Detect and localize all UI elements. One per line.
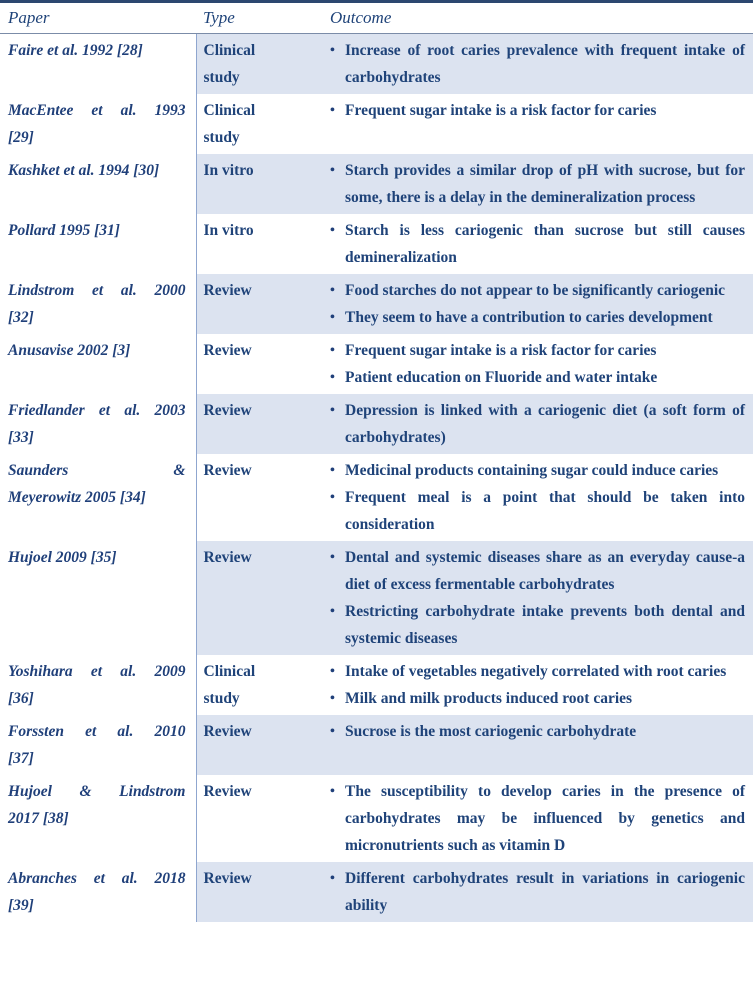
outcome-bullet-list (330, 217, 745, 271)
outcome-text: Dental and systemic diseases share as an everyday cause-a diet of excess fermentable carbohydrates (345, 549, 745, 593)
paper-line: Lindstrom et al. 2000 (8, 282, 186, 299)
paper-line: [36] (8, 690, 34, 707)
type-line: Review (203, 549, 252, 566)
table-row (0, 454, 753, 541)
cell-type (196, 541, 322, 655)
type-line: study (203, 690, 240, 707)
outcome-bullet-list (330, 778, 745, 859)
cell-outcome (322, 775, 753, 862)
bullet-icon: • (330, 283, 335, 298)
cell-type (196, 862, 322, 922)
outcome-text: Restricting carbohydrate intake prevents both dental and systemic diseases (345, 603, 745, 647)
bullet-icon: • (330, 724, 335, 739)
type-line: Clinical (203, 663, 256, 680)
cell-outcome (322, 154, 753, 214)
outcome-text: Medicinal products containing sugar could induce caries (345, 462, 719, 479)
type-line: Review (203, 402, 252, 419)
type-line: Clinical (203, 42, 256, 59)
bullet-icon: • (330, 784, 335, 799)
outcome-text: Sucrose is the most cariogenic carbohydrate (345, 723, 637, 740)
paper-line: Abranches et al. 2018 (8, 870, 186, 887)
bullet-icon: • (330, 343, 335, 358)
type-line: study (203, 129, 240, 146)
type-line: Review (203, 783, 252, 800)
cell-paper (0, 655, 196, 715)
bullet-icon: • (330, 664, 335, 679)
outcome-text: They seem to have a contribution to caries development (345, 309, 713, 326)
outcome-bullet-list (330, 658, 745, 712)
column-header-type: Type (196, 2, 322, 34)
cell-type (196, 655, 322, 715)
outcome-bullet-item (330, 865, 745, 919)
paper-line: Friedlander et al. 2003 (8, 402, 186, 419)
outcome-bullet-list (330, 37, 745, 91)
outcome-bullet-list (330, 97, 745, 124)
paper-line: Kashket et al. 1994 [30] (8, 162, 160, 179)
cell-outcome (322, 214, 753, 274)
outcome-bullet-item (330, 277, 745, 304)
table-row (0, 334, 753, 394)
cell-outcome (322, 862, 753, 922)
paper-line: [37] (8, 750, 34, 767)
cell-paper (0, 154, 196, 214)
paper-line: Meyerowitz 2005 [34] (8, 489, 146, 506)
cell-outcome (322, 394, 753, 454)
outcome-text: Frequent sugar intake is a risk factor for caries (345, 342, 657, 359)
cell-paper (0, 394, 196, 454)
table-row (0, 394, 753, 454)
cell-type (196, 154, 322, 214)
paper-line: Pollard 1995 [31] (8, 222, 120, 239)
outcome-bullet-list (330, 718, 745, 745)
outcome-bullet-item (330, 364, 745, 391)
outcome-text: Depression is linked with a cariogenic diet (a soft form of carbohydrates) (345, 402, 745, 446)
type-line: Clinical (203, 102, 256, 119)
outcome-bullet-item (330, 457, 745, 484)
table-header (0, 2, 753, 34)
type-line: In vitro (203, 222, 254, 239)
outcome-text: Frequent sugar intake is a risk factor for caries (345, 102, 657, 119)
cell-type (196, 394, 322, 454)
type-line: Review (203, 723, 252, 740)
cell-paper (0, 454, 196, 541)
table-body (0, 34, 753, 923)
cell-paper (0, 541, 196, 655)
cell-paper (0, 775, 196, 862)
outcome-text: Milk and milk products induced root caries (345, 690, 633, 707)
bullet-icon: • (330, 163, 335, 178)
outcome-bullet-item (330, 97, 745, 124)
cell-paper (0, 334, 196, 394)
cell-type (196, 94, 322, 154)
paper-line: Hujoel 2009 [35] (8, 549, 117, 566)
cell-type (196, 454, 322, 541)
outcome-bullet-item (330, 304, 745, 331)
paper-line: Faire et al. 1992 [28] (8, 42, 143, 59)
cell-paper (0, 862, 196, 922)
paper-line: [29] (8, 129, 34, 146)
outcome-text: Starch provides a similar drop of pH with sucrose, but for some, there is a delay in the demineralization process (345, 162, 745, 206)
outcome-bullet-list (330, 277, 745, 331)
paper-line: Saunders & (8, 462, 186, 479)
outcome-bullet-list (330, 544, 745, 652)
outcome-bullet-item (330, 157, 745, 211)
table-header-row (0, 2, 753, 34)
bullet-icon: • (330, 310, 335, 325)
outcome-bullet-list (330, 157, 745, 211)
paper-line: Hujoel & Lindstrom (8, 783, 186, 800)
outcome-text: Patient education on Fluoride and water intake (345, 369, 658, 386)
table-row (0, 541, 753, 655)
outcome-bullet-list (330, 397, 745, 451)
paper-line: MacEntee et al. 1993 (8, 102, 186, 119)
cell-outcome (322, 715, 753, 775)
type-line: Review (203, 462, 252, 479)
outcome-bullet-item (330, 598, 745, 652)
table-row (0, 214, 753, 274)
bullet-icon: • (330, 370, 335, 385)
outcome-text: Intake of vegetables negatively correlated with root caries (345, 663, 727, 680)
outcome-bullet-item (330, 397, 745, 451)
outcome-bullet-list (330, 457, 745, 538)
outcome-bullet-item (330, 217, 745, 271)
paper-line: Yoshihara et al. 2009 (8, 663, 186, 680)
column-header-paper: Paper (0, 2, 196, 34)
cell-outcome (322, 274, 753, 334)
cell-outcome (322, 334, 753, 394)
paper-line: [32] (8, 309, 34, 326)
outcome-text: Food starches do not appear to be significantly cariogenic (345, 282, 726, 299)
table-row (0, 34, 753, 95)
outcome-text: Different carbohydrates result in variations in cariogenic ability (345, 870, 745, 914)
bullet-icon: • (330, 691, 335, 706)
bullet-icon: • (330, 490, 335, 505)
cell-outcome (322, 541, 753, 655)
bullet-icon: • (330, 103, 335, 118)
cell-outcome (322, 34, 753, 95)
cell-paper (0, 274, 196, 334)
outcome-bullet-item (330, 658, 745, 685)
bullet-icon: • (330, 550, 335, 565)
paper-line: [33] (8, 429, 34, 446)
cell-type (196, 274, 322, 334)
type-line: Review (203, 282, 252, 299)
type-line: study (203, 69, 240, 86)
table-row (0, 775, 753, 862)
outcome-text: Frequent meal is a point that should be taken into consideration (345, 489, 745, 533)
type-line: In vitro (203, 162, 254, 179)
table-row (0, 94, 753, 154)
outcome-bullet-list (330, 337, 745, 391)
outcome-bullet-item (330, 37, 745, 91)
type-line: Review (203, 870, 252, 887)
cell-type (196, 715, 322, 775)
table-row (0, 862, 753, 922)
bullet-icon: • (330, 871, 335, 886)
paper-line: [39] (8, 897, 34, 914)
cell-paper (0, 94, 196, 154)
table-row (0, 655, 753, 715)
outcome-bullet-item (330, 484, 745, 538)
outcome-bullet-list (330, 865, 745, 919)
table-row (0, 715, 753, 775)
table-row (0, 154, 753, 214)
cell-paper (0, 715, 196, 775)
bullet-icon: • (330, 223, 335, 238)
cell-paper (0, 214, 196, 274)
cell-outcome (322, 655, 753, 715)
paper-line: Anusavise 2002 [3] (8, 342, 131, 359)
outcome-bullet-item (330, 685, 745, 712)
bullet-icon: • (330, 604, 335, 619)
bullet-icon: • (330, 463, 335, 478)
cell-paper (0, 34, 196, 95)
type-line: Review (203, 342, 252, 359)
paper-line: 2017 [38] (8, 810, 69, 827)
outcome-bullet-item (330, 337, 745, 364)
outcome-text: The susceptibility to develop caries in the presence of carbohydrates may be influenced by genetics and micronutrients such as vitamin D (345, 783, 745, 854)
outcome-bullet-item (330, 544, 745, 598)
cell-type (196, 775, 322, 862)
outcome-bullet-item (330, 778, 745, 859)
table-row (0, 274, 753, 334)
cell-outcome (322, 94, 753, 154)
outcome-text: Increase of root caries prevalence with frequent intake of carbohydrates (345, 42, 745, 86)
outcome-text: Starch is less cariogenic than sucrose but still causes demineralization (345, 222, 745, 266)
bullet-icon: • (330, 403, 335, 418)
cell-type (196, 334, 322, 394)
paper-line: Forssten et al. 2010 (8, 723, 186, 740)
bullet-icon: • (330, 43, 335, 58)
cell-type (196, 34, 322, 95)
outcome-bullet-item (330, 718, 745, 745)
cell-type (196, 214, 322, 274)
cell-outcome (322, 454, 753, 541)
column-header-outcome: Outcome (322, 2, 753, 34)
